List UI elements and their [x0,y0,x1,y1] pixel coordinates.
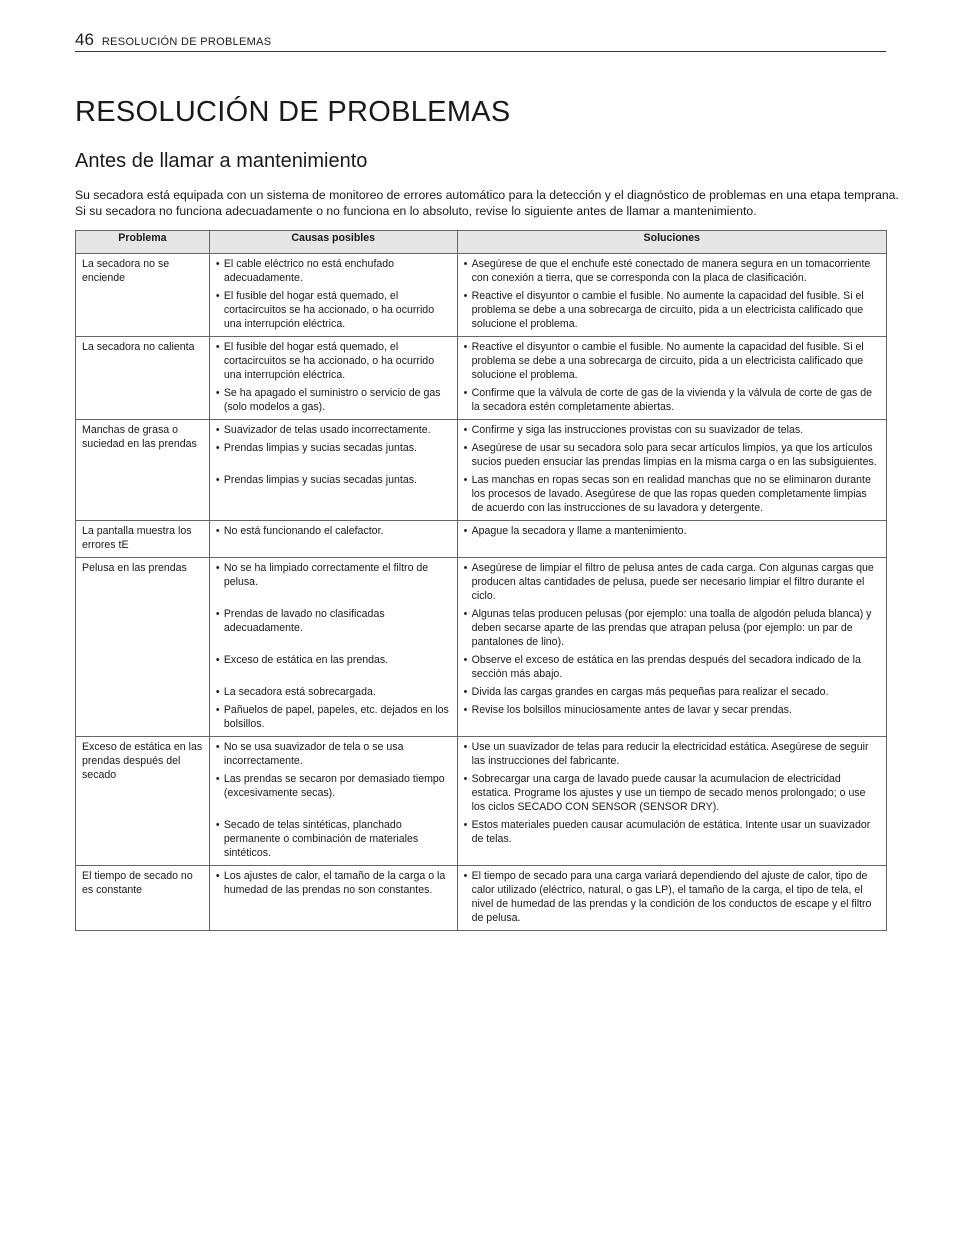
solution-item: • Use un suavizador de telas para reducir la electricidad estática. Asegúrese de seguir las instrucciones del fabricante. [464,740,880,768]
table-row [76,558,887,737]
table-row [76,737,887,866]
solution-item: • Reactive el disyuntor o cambie el fusible. No aumente la capacidad del fusible. Si el problema se debe a una sobrecarga de circuito, pida a un electricista calificado que solucione el problema. [464,289,880,331]
section-subtitle: Antes de llamar a mantenimiento [75,150,368,172]
cause-item: • Las prendas se secaron por demasiado tiempo (excesivamente secas). [216,772,451,814]
problem-cell: El tiempo de secado no es constante [76,866,210,931]
page-header [75,29,886,52]
solution-item: • Reactive el disyuntor o cambie el fusible. No aumente la capacidad del fusible. Si el problema se debe a una sobrecarga de circuito, pida a un electricista calificado que solucione el problema. [464,340,880,382]
page-title: RESOLUCIÓN DE PROBLEMAS [75,96,511,128]
solution-item: • Observe el exceso de estática en las prendas después del secadora indicado de la sección más abajo. [464,653,880,681]
table-row [76,254,887,337]
problem-cell: Exceso de estática en las prendas después del secado [76,737,210,866]
header-problem: Problema [76,231,210,254]
causes-cell [209,420,457,521]
table-row [76,866,887,931]
cause-item: • El fusible del hogar está quemado, el cortacircuitos se ha accionado, o ha ocurrido una interrupción eléctrica. [216,340,451,382]
table-row [76,337,887,420]
troubleshooting-table [75,230,887,931]
solution-item: • Apague la secadora y llame a mantenimiento. [464,524,880,538]
causes-cell [209,337,457,420]
solution-item: • El tiempo de secado para una carga variará dependiendo del ajuste de calor, tipo de calor utilizado (eléctrico, natural, o gas LP), el tamaño de la carga, el tipo de tela, el nivel de humedad de las prendas y la condición de los conductos de escape y el filtro de pelusa. [464,869,880,925]
cause-item: • Pañuelos de papel, papeles, etc. dejados en los bolsillos. [216,703,451,731]
solution-item: • Confirme que la válvula de corte de gas de la vivienda y la válvula de corte de gas de la secadora estén completamente abiertas. [464,386,880,414]
intro-paragraph: Su secadora está equipada con un sistema de monitoreo de errores automático para la detección y el diagnóstico de problemas en una etapa temprana. Si su secadora no funciona adecuadamente o no funciona en lo absoluto, revise lo siguiente antes de llamar a mantenimiento. [75,188,899,218]
cause-item: • Se ha apagado el suministro o servicio de gas (solo modelos a gas). [216,386,451,414]
problem-cell: La secadora no se enciende [76,254,210,337]
solution-item: • Algunas telas producen pelusas (por ejemplo: una toalla de algodón peluda blanca) y deben secarse aparte de las prendas que atrapan pelusa (por ejemplo: un par de pantalones de lino). [464,607,880,649]
header-solutions: Soluciones [457,231,886,254]
solution-item: • Las manchas en ropas secas son en realidad manchas que no se eliminaron durante los procesos de lavado. Asegúrese de que las ropas queden completamente limpias de acuerdo con las instrucciones de su lavadora y detergente. [464,473,880,515]
cause-item: • No se ha limpiado correctamente el filtro de pelusa. [216,561,451,603]
solutions-cell [457,737,886,866]
causes-cell [209,866,457,931]
header-causes: Causas posibles [209,231,457,254]
solution-item: • Asegúrese de que el enchufe esté conectado de manera segura en un tomacorriente con conexión a tierra, que se corresponda con la placa de clasificación. [464,257,880,285]
solutions-cell [457,521,886,558]
solution-item: • Divida las cargas grandes en cargas más pequeñas para realizar el secado. [464,685,880,699]
cause-item: • Suavizador de telas usado incorrectamente. [216,423,451,437]
solution-item: • Asegúrese de limpiar el filtro de pelusa antes de cada carga. Con algunas cargas que producen altas cantidades de pelusa, puede ser necesario limpiar el filtro durante el ciclo. [464,561,880,603]
cause-item: • Secado de telas sintéticas, planchado permanente o combinación de materiales sintéticos. [216,818,451,860]
problem-cell: La pantalla muestra los errores tE [76,521,210,558]
problem-cell: La secadora no calienta [76,337,210,420]
causes-cell [209,254,457,337]
header-section-label: RESOLUCIÓN DE PROBLEMAS [101,36,272,48]
solutions-cell [457,558,886,737]
solution-item: • Sobrecargar una carga de lavado puede causar la acumulacion de electricidad estatica. Programe los ajustes y use un tiempo de secado menos prolongado; o use los ciclos SECADO CON SENSOR (SENSOR DRY). [464,772,880,814]
cause-item: • Prendas de lavado no clasificadas adecuadamente. [216,607,451,649]
solution-item: • Confirme y siga las instrucciones provistas con su suavizador de telas. [464,423,880,437]
problem-cell: Manchas de grasa o suciedad en las prendas [76,420,210,521]
cause-item: • Prendas limpias y sucias secadas juntas. [216,441,451,469]
solution-item: • Asegúrese de usar su secadora solo para secar artículos limpios, ya que los artículos sucios pueden ensuciar las prendas limpias en la misma carga o en las subsiguientes. [464,441,880,469]
cause-item: • La secadora está sobrecargada. [216,685,451,699]
cause-item: • El cable eléctrico no está enchufado adecuadamente. [216,257,451,285]
solution-item: • Revise los bolsillos minuciosamente antes de lavar y secar prendas. [464,703,880,731]
solutions-cell [457,866,886,931]
table-row [76,420,887,521]
table-header-row [76,231,887,254]
solutions-cell [457,254,886,337]
solutions-cell [457,420,886,521]
solution-item: • Estos materiales pueden causar acumulación de estática. Intente usar un suavizador de telas. [464,818,880,860]
solutions-cell [457,337,886,420]
causes-cell [209,521,457,558]
causes-cell [209,558,457,737]
table-row [76,521,887,558]
page-number: 46 [75,30,94,49]
cause-item: • No se usa suavizador de tela o se usa incorrectamente. [216,740,451,768]
causes-cell [209,737,457,866]
cause-item: • Los ajustes de calor, el tamaño de la carga o la humedad de las prendas no son constantes. [216,869,451,925]
problem-cell: Pelusa en las prendas [76,558,210,737]
table-body [76,254,887,931]
cause-item: • No está funcionando el calefactor. [216,524,451,538]
cause-item: • Exceso de estática en las prendas. [216,653,451,681]
cause-item: • El fusible del hogar está quemado, el cortacircuitos se ha accionado, o ha ocurrido una interrupción eléctrica. [216,289,451,331]
cause-item: • Prendas limpias y sucias secadas juntas. [216,473,451,515]
